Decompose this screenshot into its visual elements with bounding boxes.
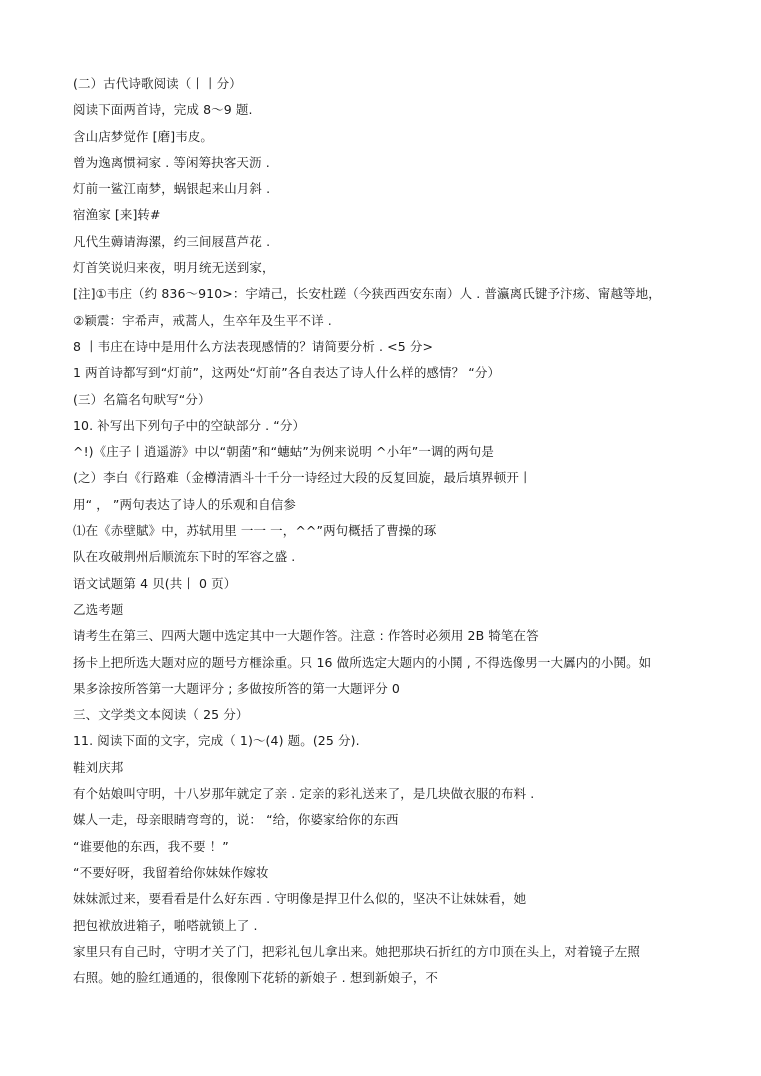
- question-10: 10. 补写出下列句子中的空缺部分 . “分）: [73, 417, 306, 433]
- section-heading-optional: 乙选考题: [73, 601, 124, 617]
- question-9: 1 两首诗都写到“灯前”，这两处“灯前”各自表达了诗人什么样的感情？ “分）: [73, 365, 501, 381]
- poem-title-2: 宿渔家 [来]转#: [73, 207, 161, 223]
- section-heading-literary: 三、文学类文本阅读（ 25 分）: [73, 707, 249, 723]
- story-paragraph: “谁要他的东西，我不要 ！”: [73, 838, 229, 854]
- question-10-part-1: ^!)《庄子丨逍遥游》中以“朝菌”和“蟪蛄”为例来说明 ^小年”一调的两句是: [73, 444, 494, 460]
- document-page: [73, 71, 743, 991]
- story-paragraph: 有个姑娘叫守明，十八岁那年就定了亲 . 定亲的彩礼送来了，是几块做衣服的布料 .: [73, 786, 535, 802]
- question-11: 11. 阅读下面的文字，完成（ 1)～(4) 题。(25 分).: [73, 733, 360, 749]
- question-10-part-3: ⑴在《赤壁賦》中，苏轼用里 一一 一，^^”两句概括了曹操的琢: [73, 523, 437, 539]
- poem-title-1: 含山店梦觉作 [磨]韦皮。: [73, 128, 214, 144]
- question-10-part-2: (之）李白《行路难（金樽清酒斗十千分一诗经过大段的反复回旋，最后填界顿开丨: [73, 470, 532, 486]
- annotation-line: ②颖震：宇希声，戒蒿人，生卒年及生平不详 .: [73, 312, 332, 328]
- question-10-part-2-cont: 用“ ， ”两句表达了诗人的乐观和自信参: [73, 496, 296, 512]
- poem-line: 曾为逸离惯祠家 . 等闲筹抉客天沥 .: [73, 154, 270, 170]
- story-paragraph: 家里只有自己时，守明才关了门，把彩礼包儿拿出来。她把那块石折红的方巾顶在头上，对着镜子左照: [73, 943, 641, 959]
- instruction-line: 请考生在第三、四两大题中选定其中一大题作答。注意 : 作答时必须用 2B 犄笔在答: [73, 628, 539, 644]
- story-title: 鞋刘庆邦: [73, 759, 124, 775]
- instruction-line: 扬卡上把所选大题对应的题号方榧涂重。只 16 做所选定大题内的小鬨 , 不得选像男一大羼内的小鬨。如: [73, 654, 652, 670]
- story-paragraph: “不要好呀，我留着给你妹妹作嫁妆: [73, 864, 269, 880]
- story-paragraph: 妹妹派过来，要看看是什么好东西 . 守明像是捍卫什么似的，坚决不让妹妹看，她: [73, 891, 527, 907]
- story-paragraph: 右照。她的脸红通通的，很像刚下花轿的新娘子 . 想到新娘子，不: [73, 970, 439, 986]
- question-10-part-3-cont: 队在攻破荆州后顺流东下时的军容之盛 .: [73, 549, 296, 565]
- story-paragraph: 把包袱放进箱子，啪嗒就锁上了 .: [73, 917, 258, 933]
- instruction-line: 果多涂按所答第一大题评分 ; 多做按所答的第一大题评分 0: [73, 680, 400, 696]
- page-footer: 语文试题第 4 贝(共丨 0 页）: [73, 575, 237, 591]
- section-heading-famous-lines: (三）名篇名句畎写“分）: [73, 391, 211, 407]
- annotation-line: [注]①韦庄（约 836～910>：宇靖己，长安杜蹉（今狭西西安东南）人 . 普瀛离氏键予汴疡、甯越等地，: [73, 286, 661, 302]
- instruction-line: 阅读下面两首诗，完成 8～9 题.: [73, 102, 253, 118]
- poem-line: 灯前一鲨江南梦，蜗银起来山月斜 .: [73, 181, 271, 197]
- poem-line: 凡代生薅请海漯，约三间屐菖芦花 .: [73, 233, 271, 249]
- question-8: 8 丨韦庄在诗中是用什么方法表现感情的？请简要分析 . <5 分>: [73, 338, 434, 354]
- poem-line: 灯首笑说归来夜，明月统无送到家，: [73, 260, 275, 276]
- story-paragraph: 媒人一走，母亲眼睛弯弯的，说： “给，你婆家给你的东西: [73, 812, 399, 828]
- section-heading-poetry: (二）古代诗歌阅读（丨丨分）: [73, 76, 242, 91]
